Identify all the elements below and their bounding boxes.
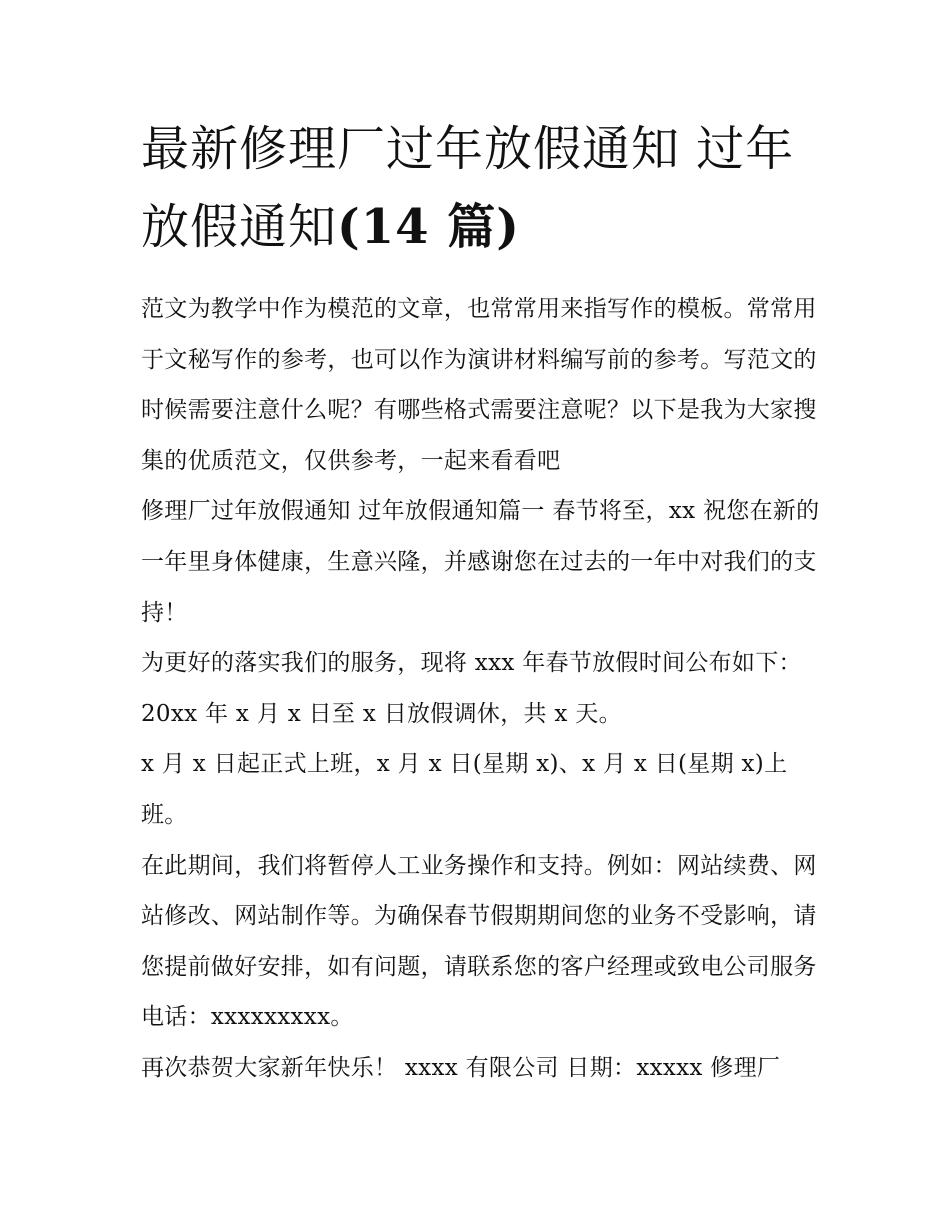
title-text: 最新修理厂过年放假通知 过年放假通知: [141, 121, 795, 255]
work-resume-paragraph: x 月 x 日起正式上班，x 月 x 日(星期 x)、x 月 x 日(星期 x)上班。: [141, 751, 788, 828]
document-body: [141, 284, 821, 1094]
title-count: (14 篇): [337, 199, 520, 255]
intro-paragraph: 范文为教学中作为模范的文章，也常常用来指写作的模板。常常用于文秘写作的参考，也可以作为演讲材料编写前的参考。写范文的时候需要注意什么呢？有哪些格式需要注意呢？以下是我为大家搜集的优质范文，仅供参考，一起来看看吧: [141, 296, 817, 474]
document-page: [141, 110, 821, 1094]
document-title: [141, 110, 821, 266]
holiday-schedule-paragraph: 为更好的落实我们的服务，现将 xxx 年春节放假时间公布如下： 20xx 年 x 月 x 日至 x 日放假调休，共 x 天。: [141, 650, 802, 727]
service-notice-paragraph: 在此期间，我们将暂停人工业务操作和支持。例如：网站续费、网站修改、网站制作等。为确保春节假期期间您的业务不受影响，请您提前做好安排，如有问题，请联系您的客户经理或致电公司服务电话：xxxxxxxxx。: [141, 852, 817, 1031]
greeting-paragraph: 修理厂过年放假通知 过年放假通知篇一 春节将至，xx 祝您在新的一年里身体健康，生意兴隆，并感谢您在过去的一年中对我们的支持！: [141, 498, 820, 626]
closing-paragraph: 再次恭贺大家新年快乐！ xxxx 有限公司 日期：xxxxx 修理厂: [141, 1054, 781, 1081]
